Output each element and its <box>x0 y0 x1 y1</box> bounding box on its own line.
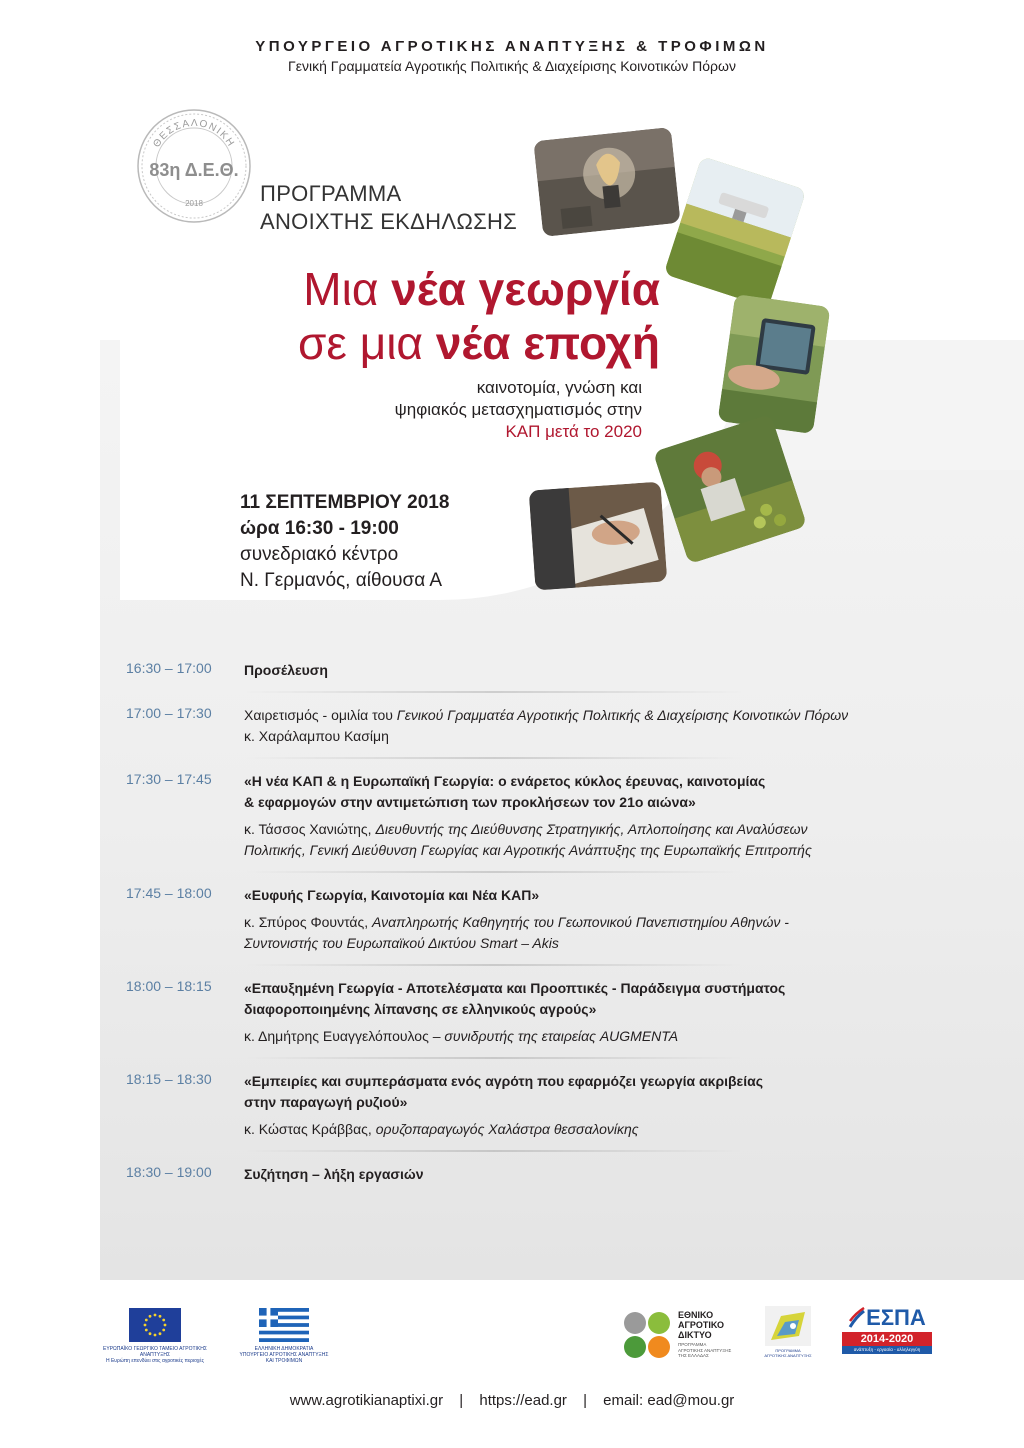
schedule-divider <box>244 871 744 873</box>
schedule-item <box>126 885 926 954</box>
contact-footer <box>0 1392 1024 1409</box>
schedule-divider <box>244 691 744 693</box>
rural-network-icon <box>622 1310 672 1360</box>
event-venue-line2: Ν. Γερμανός, αίθουσα Α <box>240 570 443 591</box>
title-line1-bold: νέα γεωργία <box>391 263 660 315</box>
schedule-title: Προσέλευση <box>244 662 328 678</box>
schedule-item <box>126 660 926 681</box>
ead-link[interactable]: https://ead.gr <box>479 1392 567 1409</box>
greek-ministry-logo <box>238 1308 330 1364</box>
program-schedule <box>126 660 926 1185</box>
schedule-item <box>126 705 926 747</box>
speaker-role-line2: Πολιτικής, Γενική Διεύθυνση Γεωργίας και Αγροτικής Ανάπτυξης της Ευρωπαϊκής Επιτροπής <box>244 842 812 858</box>
thessaloniki-fair-seal <box>136 108 252 224</box>
event-time: ώρα 16:30 - 19:00 <box>240 518 399 539</box>
speaker-role-line1: συνιδρυτής της εταιρείας AUGMENTA <box>444 1028 679 1044</box>
footer-separator: | <box>459 1392 464 1409</box>
event-details <box>240 490 449 594</box>
event-date: 11 ΣΕΠΤΕΜΒΡΙΟΥ 2018 <box>240 492 450 513</box>
schedule-item <box>126 771 926 861</box>
rural-development-program-logo <box>764 1306 812 1358</box>
talk-title-line2: & εφαρμογών στην αντιμετώπιση των προκλήσεων τον 21ο αιώνα» <box>244 794 696 810</box>
program-label-line1: ΠΡΟΓΡΑΜΜΑ <box>260 181 402 206</box>
event-title <box>260 262 660 370</box>
schedule-time: 17:00 – 17:30 <box>126 705 212 721</box>
speaker-name: κ. Τάσσος Χανιώτης, <box>244 821 376 837</box>
pae-emblem-icon <box>765 1306 811 1346</box>
schedule-time: 18:15 – 18:30 <box>126 1071 212 1087</box>
subtitle-line1: καινοτομία, γνώση και <box>476 378 642 397</box>
schedule-item <box>126 1164 926 1185</box>
ead-line1: ΕΘΝΙΚΟ <box>678 1310 714 1320</box>
ministry-header <box>0 38 1024 74</box>
ministry-subtitle: Γενική Γραμματεία Αγροτικής Πολιτικής & Διαχείρισης Κοινοτικών Πόρων <box>288 58 736 74</box>
ead-small-line3: ΤΗΣ ΕΛΛΑΔΑΣ <box>678 1353 709 1358</box>
subtitle-line3: ΚΑΠ μετά το 2020 <box>505 422 642 441</box>
espa-wave-icon <box>848 1307 866 1329</box>
schedule-time: 17:30 – 17:45 <box>126 771 212 787</box>
ministry-name: ΥΠΟΥΡΓΕΙΟ ΑΓΡΟΤΙΚΗΣ ΑΝΑΠΤΥΞΗΣ & ΤΡΟΦΙΜΩΝ <box>255 38 769 55</box>
ead-line3: ΔΙΚΤΥΟ <box>678 1330 712 1340</box>
talk-title-line1: «Ευφυής Γεωργία, Καινοτομία και Νέα ΚΑΠ» <box>244 887 540 903</box>
speaker-role-line1: ορυζοπαραγωγός Χαλάστρα θεσσαλονίκης <box>375 1121 639 1137</box>
speaker-name: κ. Κώστας Κράββας, <box>244 1121 376 1137</box>
talk-title-line1: «Εμπειρίες και συμπεράσματα ενός αγρότη που εφαρμόζει γεωργία ακριβείας <box>244 1073 763 1089</box>
ead-small-line2: ΑΓΡΟΤΙΚΗΣ ΑΝΑΠΤΥΞΗΣ <box>678 1347 732 1353</box>
schedule-time: 18:00 – 18:15 <box>126 978 212 994</box>
title-line2-bold: νέα εποχή <box>435 317 660 369</box>
eu-flag-icon <box>129 1308 181 1342</box>
ead-small-line1: ΠΡΟΓΡΑΜΜΑ <box>678 1342 707 1347</box>
schedule-divider <box>244 757 744 759</box>
schedule-text: Χαιρετισμός - ομιλία του <box>244 707 397 723</box>
schedule-time: 18:30 – 19:00 <box>126 1164 212 1180</box>
talk-title-line2: στην παραγωγή ρυζιού» <box>244 1094 408 1110</box>
espa-years: 2014-2020 <box>842 1332 932 1346</box>
pae-caption: ΠΡΟΓΡΑΜΜΑ ΑΓΡΟΤΙΚΗΣ ΑΝΑΠΤΥΞΗΣ <box>764 1348 812 1358</box>
espa-tagline: ανάπτυξη - εργασία - αλληλεγγύη <box>842 1346 932 1354</box>
gr-caption-line1: ΕΛΛΗΝΙΚΗ ΔΗΜΟΚΡΑΤΙΑ <box>254 1346 314 1352</box>
speaker-prefix: κ. <box>244 728 259 744</box>
schedule-time: 17:45 – 18:00 <box>126 885 212 901</box>
talk-title-line1: «Η νέα ΚΑΠ & η Ευρωπαϊκή Γεωργία: ο ενάρετος κύκλος έρευνας, καινοτομίας <box>244 773 766 789</box>
speaker-role-line1: Διευθυντής της Διεύθυνσης Στρατηγικής, Απλοποίησης και Αναλύσεων <box>375 821 808 837</box>
speaker-role-line2: Συντονιστής του Ευρωπαϊκού Δικτύου Smart – Akis <box>244 935 559 951</box>
greek-flag-icon <box>259 1308 309 1342</box>
espa-title: ΕΣΠΑ <box>866 1305 926 1330</box>
website-link[interactable]: www.agrotikianaptixi.gr <box>289 1392 444 1409</box>
program-label <box>260 180 517 236</box>
footer-separator: | <box>583 1392 587 1409</box>
event-subtitle <box>260 377 642 443</box>
schedule-time: 16:30 – 17:00 <box>126 660 212 676</box>
email-link[interactable]: email: ead@mou.gr <box>603 1392 735 1409</box>
schedule-item <box>126 1071 926 1140</box>
title-line1-light: Μια <box>303 263 392 315</box>
title-line2-light: σε μια <box>298 317 436 369</box>
eu-caption-line2: Η Ευρώπη επενδύει στις αγροτικές περιοχές <box>105 1358 205 1364</box>
seal-year: 2018 <box>185 199 203 208</box>
schedule-item <box>126 978 926 1047</box>
gr-caption-line2: ΥΠΟΥΡΓΕΙΟ ΑΓΡΟΤΙΚΗΣ ΑΝΑΠΤΥΞΗΣ ΚΑΙ ΤΡΟΦΙΜΩΝ <box>239 1352 329 1364</box>
espa-logo <box>842 1306 932 1354</box>
sponsor-logos <box>0 1300 1024 1370</box>
ead-line2: ΑΓΡΟΤΙΚΟ <box>678 1320 724 1330</box>
svg-text:ΘΕΣΣΑΛΟΝΙΚΗ <box>151 118 236 150</box>
event-venue-line1: συνεδριακό κέντρο <box>240 544 399 565</box>
eu-logo <box>100 1308 210 1364</box>
schedule-title: Συζήτηση – λήξη εργασιών <box>244 1166 424 1182</box>
schedule-divider <box>244 1150 744 1152</box>
photo-writing-hands <box>529 482 668 591</box>
schedule-role: Γενικού Γραμματέα Αγροτικής Πολιτικής & Διαχείρισης Κοινοτικών Πόρων <box>396 707 849 723</box>
talk-title-line2: διαφοροποιημένης λίπανσης σε ελληνικούς αγρούς» <box>244 1001 597 1017</box>
speaker-name: Χαράλαμπου Κασίμη <box>258 728 389 744</box>
photo-tablet-hand <box>718 294 831 434</box>
speaker-name: κ. Δημήτρης Ευαγγελόπουλος – <box>244 1028 445 1044</box>
seal-center-text: 83η Δ.Ε.Θ. <box>149 160 239 180</box>
seal-top-text: ΘΕΣΣΑΛΟΝΙΚΗ <box>151 117 237 150</box>
speaker-name: κ. Σπύρος Φουντάς, <box>244 914 373 930</box>
talk-title-line1: «Επαυξημένη Γεωργία - Αποτελέσματα και Προοπτικές - Παράδειγμα συστήματος <box>244 980 786 996</box>
eu-caption-line1: ΕΥΡΩΠΑΪΚΟ ΓΕΩΡΓΙΚΟ ΤΑΜΕΙΟ ΑΓΡΟΤΙΚΗΣ ΑΝΑΠΤΥΞΗΣ <box>103 1346 207 1358</box>
speaker-role-line1: Αναπληρωτής Καθηγητής του Γεωπονικού Πανεπιστημίου Αθηνών - <box>372 914 789 930</box>
schedule-divider <box>244 1057 744 1059</box>
program-label-line2: ΑΝΟΙΧΤΗΣ ΕΚΔΗΛΩΣΗΣ <box>260 209 518 234</box>
photo-lightbulb <box>533 127 680 237</box>
national-rural-network-logo <box>622 1308 746 1364</box>
subtitle-line2: ψηφιακός μετασχηματισμός στην <box>394 400 642 419</box>
schedule-divider <box>244 964 744 966</box>
